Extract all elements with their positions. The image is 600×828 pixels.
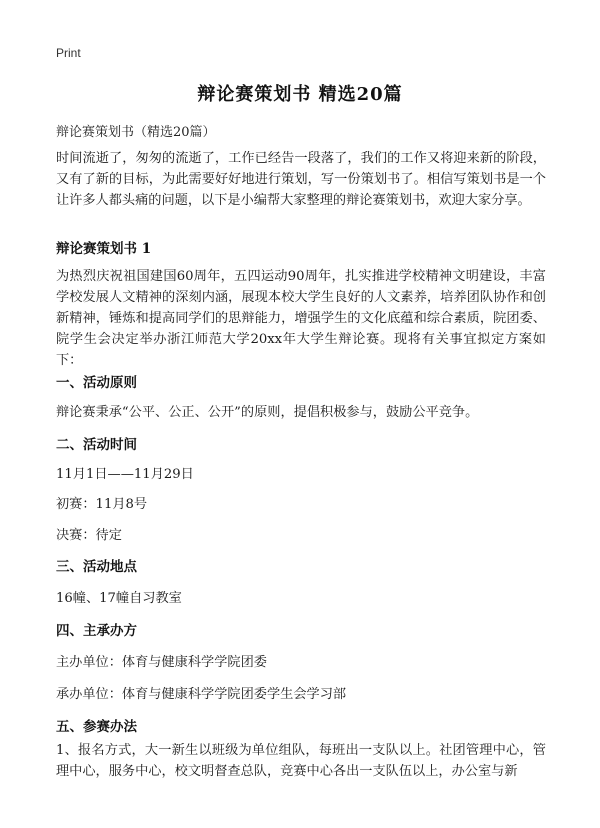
location-text: 16幢、17幢自习教室 <box>56 591 182 606</box>
time-range-text: 11月1日——11月29日 <box>56 467 194 482</box>
heading-method: 五、参赛办法 <box>56 719 137 735</box>
organizer-text: 承办单位：体育与健康科学学院团委学生会学习部 <box>56 687 347 702</box>
final-text: 决赛：待定 <box>56 528 122 543</box>
section-paragraph: 为热烈庆祝祖国建国60周年，五四运动90周年，扎实推进学校精神文明建设，丰富学校发展人文精神的深刻内涵，展现本校大学生良好的人文素养，培养团队协作和创新精神，锤炼和提高同学们的思辩能力，增强学生的文化底蕴和综合素质，院团委、院学生会决定举办浙江师范大学20xx年大学生辩论赛。现将有关事宜拟定方案如下： <box>56 269 546 368</box>
heading-principle: 一、活动原则 <box>56 375 137 391</box>
heading-location: 三、活动地点 <box>56 559 137 575</box>
principle-text: 辩论赛秉承“公平、公正、公开”的原则，提倡积极参与，鼓励公平竞争。 <box>56 405 479 420</box>
method-paragraph: 1、报名方式，大一新生以班级为单位组队，每班出一支队以上。社团管理中心，管理中心，服务中心，校文明督查总队，竞赛中心各出一支队伍以上，办公室与新 <box>56 743 546 779</box>
prelim-text: 初赛：11月8号 <box>56 497 148 512</box>
heading-organizers: 四、主承办方 <box>56 623 137 639</box>
print-label: Print <box>56 46 81 60</box>
heading-time: 二、活动时间 <box>56 437 137 453</box>
document-subtitle: 辩论赛策划书（精选20篇） <box>56 125 216 140</box>
intro-paragraph: 时间流逝了，匆匆的流逝了，工作已经告一段落了，我们的工作又将迎来新的阶段，又有了新的目标，为此需要好好地进行策划，写一份策划书了。相信写策划书是一个让许多人都头痛的问题，以下是小编帮大家整理的辩论赛策划书，欢迎大家分享。 <box>56 151 546 208</box>
section-title: 辩论赛策划书 1 <box>56 241 152 257</box>
document-title: 辩论赛策划书 精选20篇 <box>197 84 403 105</box>
host-text: 主办单位：体育与健康科学学院团委 <box>56 655 267 670</box>
